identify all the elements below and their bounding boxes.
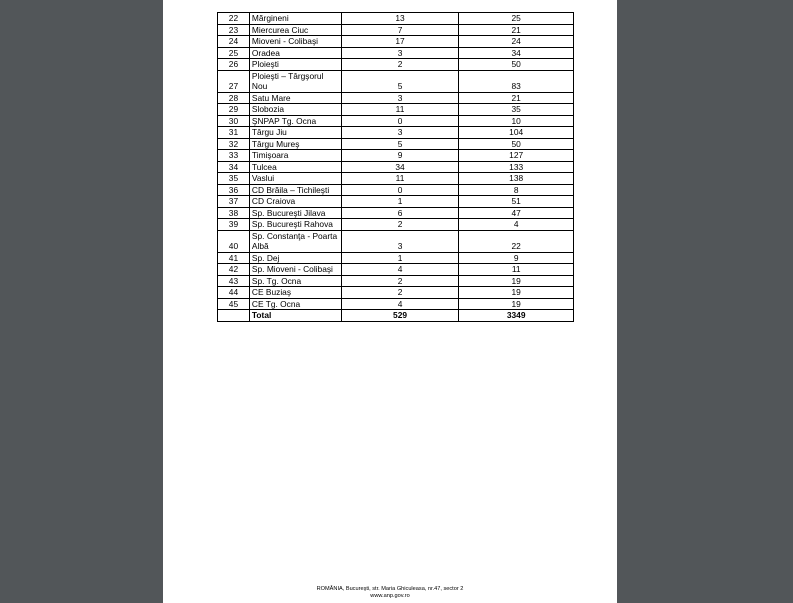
footer-address: ROMÂNIA, Bucureşti, str. Maria Ghiculeasa, nr.47, sector 2 bbox=[316, 586, 464, 592]
row-value-b: 4 bbox=[459, 219, 574, 231]
row-name: Târgu Jiu bbox=[249, 127, 341, 139]
row-value-b: 138 bbox=[459, 173, 574, 185]
row-value-a: 2 bbox=[341, 59, 459, 71]
row-value-b: 19 bbox=[459, 287, 574, 299]
row-name: CE Tg. Ocna bbox=[249, 298, 341, 310]
row-value-a: 4 bbox=[341, 298, 459, 310]
total-row bbox=[218, 310, 574, 322]
row-value-b: 34 bbox=[459, 47, 574, 59]
row-number: 24 bbox=[218, 36, 250, 48]
document-page bbox=[163, 0, 617, 603]
row-value-a: 5 bbox=[341, 70, 459, 92]
row-value-b: 24 bbox=[459, 36, 574, 48]
row-name: CD Brăila – Tichileşti bbox=[249, 184, 341, 196]
row-name: Oradea bbox=[249, 47, 341, 59]
row-value-b: 21 bbox=[459, 24, 574, 36]
table-row bbox=[218, 219, 574, 231]
row-number: 45 bbox=[218, 298, 250, 310]
row-value-b: 35 bbox=[459, 104, 574, 116]
row-value-b: 19 bbox=[459, 275, 574, 287]
row-value-b: 133 bbox=[459, 161, 574, 173]
table-row bbox=[218, 24, 574, 36]
row-name: Miercurea Ciuc bbox=[249, 24, 341, 36]
table-row bbox=[218, 230, 574, 252]
row-name: Târgu Mureş bbox=[249, 138, 341, 150]
table-row bbox=[218, 47, 574, 59]
row-number: 30 bbox=[218, 115, 250, 127]
row-value-a: 4 bbox=[341, 264, 459, 276]
row-value-a: 3 bbox=[341, 47, 459, 59]
total-empty-cell bbox=[218, 310, 250, 322]
row-name: Sp. Mioveni - Colibaşi bbox=[249, 264, 341, 276]
row-number: 22 bbox=[218, 13, 250, 25]
row-number: 37 bbox=[218, 196, 250, 208]
row-name: Slobozia bbox=[249, 104, 341, 116]
row-value-a: 5 bbox=[341, 138, 459, 150]
row-value-b: 47 bbox=[459, 207, 574, 219]
row-number: 42 bbox=[218, 264, 250, 276]
row-number: 38 bbox=[218, 207, 250, 219]
row-value-a: 6 bbox=[341, 207, 459, 219]
row-value-b: 50 bbox=[459, 59, 574, 71]
table-row bbox=[218, 173, 574, 185]
total-value-b: 3349 bbox=[459, 310, 574, 322]
table-row bbox=[218, 70, 574, 92]
row-value-a: 11 bbox=[341, 173, 459, 185]
table-row bbox=[218, 150, 574, 162]
row-value-a: 34 bbox=[341, 161, 459, 173]
row-value-a: 0 bbox=[341, 115, 459, 127]
row-value-b: 19 bbox=[459, 298, 574, 310]
row-value-a: 1 bbox=[341, 196, 459, 208]
table-row bbox=[218, 115, 574, 127]
row-name: Satu Mare bbox=[249, 92, 341, 104]
row-number: 27 bbox=[218, 70, 250, 92]
total-value-a: 529 bbox=[341, 310, 459, 322]
row-value-a: 3 bbox=[341, 92, 459, 104]
row-value-b: 21 bbox=[459, 92, 574, 104]
row-name: Vaslui bbox=[249, 173, 341, 185]
row-number: 33 bbox=[218, 150, 250, 162]
table-row bbox=[218, 275, 574, 287]
row-value-a: 9 bbox=[341, 150, 459, 162]
row-name: CD Craiova bbox=[249, 196, 341, 208]
row-number: 39 bbox=[218, 219, 250, 231]
row-value-b: 83 bbox=[459, 70, 574, 92]
row-number: 43 bbox=[218, 275, 250, 287]
row-name: Mărgineni bbox=[249, 13, 341, 25]
table-row bbox=[218, 298, 574, 310]
row-value-a: 1 bbox=[341, 252, 459, 264]
row-value-b: 10 bbox=[459, 115, 574, 127]
row-value-b: 127 bbox=[459, 150, 574, 162]
row-name: Sp. Constanţa - Poarta Albă bbox=[249, 230, 341, 252]
row-name: Sp. Bucureşti Jilava bbox=[249, 207, 341, 219]
table-row bbox=[218, 138, 574, 150]
row-name: Sp. Bucureşti Rahova bbox=[249, 219, 341, 231]
page-footer bbox=[163, 586, 617, 600]
table-row bbox=[218, 287, 574, 299]
row-number: 40 bbox=[218, 230, 250, 252]
row-number: 44 bbox=[218, 287, 250, 299]
row-value-a: 2 bbox=[341, 219, 459, 231]
row-value-b: 25 bbox=[459, 13, 574, 25]
row-name: Timişoara bbox=[249, 150, 341, 162]
row-value-b: 22 bbox=[459, 230, 574, 252]
row-number: 23 bbox=[218, 24, 250, 36]
row-name: Mioveni - Colibaşi bbox=[249, 36, 341, 48]
row-name: Ploieşti – Târgşorul Nou bbox=[249, 70, 341, 92]
row-number: 25 bbox=[218, 47, 250, 59]
table-row bbox=[218, 104, 574, 116]
row-value-b: 51 bbox=[459, 196, 574, 208]
row-value-a: 2 bbox=[341, 287, 459, 299]
table-row bbox=[218, 184, 574, 196]
row-name: Ploieşti bbox=[249, 59, 341, 71]
row-value-b: 50 bbox=[459, 138, 574, 150]
row-name: Tulcea bbox=[249, 161, 341, 173]
table-row bbox=[218, 59, 574, 71]
total-label: Total bbox=[249, 310, 341, 322]
row-value-b: 104 bbox=[459, 127, 574, 139]
row-number: 29 bbox=[218, 104, 250, 116]
row-value-a: 11 bbox=[341, 104, 459, 116]
row-name: ŞNPAP Tg. Ocna bbox=[249, 115, 341, 127]
row-value-a: 0 bbox=[341, 184, 459, 196]
row-value-a: 3 bbox=[341, 127, 459, 139]
row-value-b: 11 bbox=[459, 264, 574, 276]
row-number: 36 bbox=[218, 184, 250, 196]
row-value-a: 3 bbox=[341, 230, 459, 252]
row-value-a: 2 bbox=[341, 275, 459, 287]
footer-website[interactable]: www.anp.gov.ro bbox=[370, 593, 410, 599]
table-row bbox=[218, 92, 574, 104]
table-row bbox=[218, 196, 574, 208]
row-value-b: 8 bbox=[459, 184, 574, 196]
row-name: Sp. Tg. Ocna bbox=[249, 275, 341, 287]
table-row bbox=[218, 264, 574, 276]
row-number: 26 bbox=[218, 59, 250, 71]
table-row bbox=[218, 36, 574, 48]
table-row bbox=[218, 207, 574, 219]
table-row bbox=[218, 127, 574, 139]
row-number: 41 bbox=[218, 252, 250, 264]
row-number: 28 bbox=[218, 92, 250, 104]
row-value-a: 7 bbox=[341, 24, 459, 36]
table-row bbox=[218, 161, 574, 173]
row-value-a: 13 bbox=[341, 13, 459, 25]
row-number: 31 bbox=[218, 127, 250, 139]
row-value-a: 17 bbox=[341, 36, 459, 48]
row-name: CE Buziaş bbox=[249, 287, 341, 299]
row-number: 34 bbox=[218, 161, 250, 173]
data-table bbox=[217, 12, 574, 322]
table-row bbox=[218, 252, 574, 264]
row-name: Sp. Dej bbox=[249, 252, 341, 264]
table-row bbox=[218, 13, 574, 25]
row-value-b: 9 bbox=[459, 252, 574, 264]
row-number: 35 bbox=[218, 173, 250, 185]
row-number: 32 bbox=[218, 138, 250, 150]
table-body bbox=[218, 13, 574, 322]
